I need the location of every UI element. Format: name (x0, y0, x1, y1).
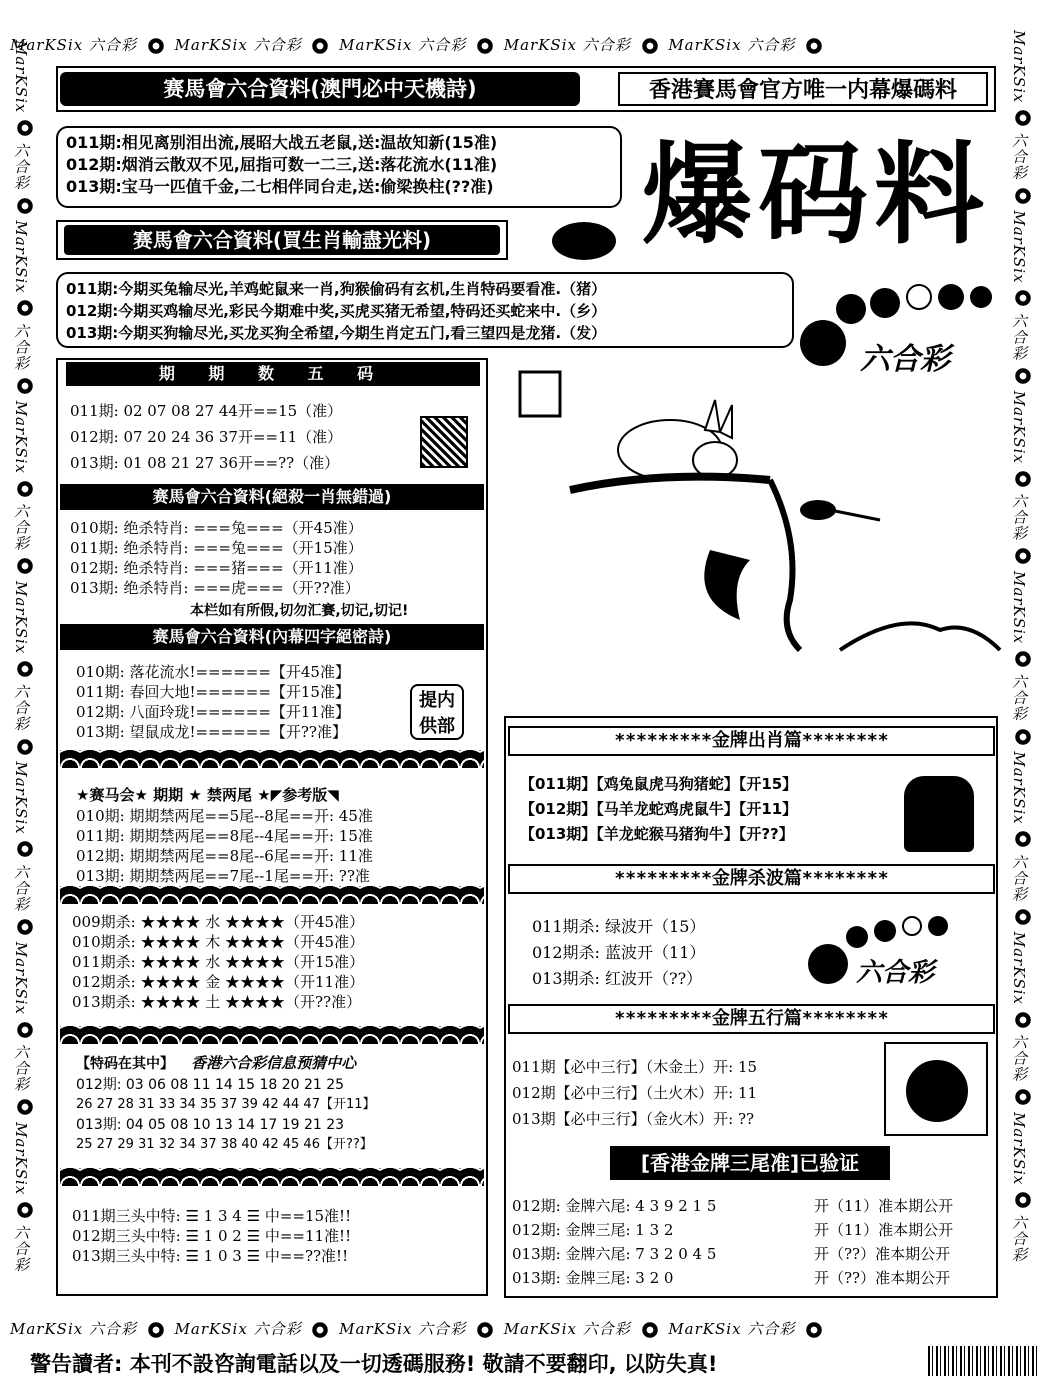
cn-text: 六合彩 (1010, 313, 1028, 362)
cn-text: 六合彩 (582, 1320, 631, 1338)
flower-icon (147, 37, 165, 55)
ball-icon (938, 284, 964, 310)
special-center: 香港六合彩信息预猜中心 (191, 1054, 357, 1072)
cn-text: 六合彩 (12, 1044, 30, 1093)
shengxiao-banner-box (56, 220, 508, 260)
kill-line: 010期: 绝杀特肖: ===兔===（开45准） (70, 519, 363, 537)
gold-zodiac-section (520, 772, 880, 847)
five-line: 013期: 01 08 21 27 36开==??（准） (70, 454, 340, 472)
flower-icon (16, 197, 34, 215)
gold-wave-bar-text: *********金牌杀波篇******** (614, 868, 889, 889)
gold-tail-result: 开（??）准本期公开 (814, 1269, 951, 1287)
cn-text: 六合彩 (1010, 1034, 1028, 1083)
gold-tail-line: 013期: 金牌六尾: 7 3 2 0 4 5 (512, 1245, 717, 1263)
special-line: 26 27 28 31 33 34 35 37 39 42 44 47【开11】 (76, 1097, 376, 1112)
poem-box (56, 126, 622, 208)
flower-icon (16, 119, 34, 137)
cn-text: 六合彩 (253, 1320, 302, 1338)
ball-icon (874, 920, 896, 942)
flower-icon (147, 1321, 165, 1339)
ball-icon (846, 926, 868, 948)
brand-text: MarKSix (1010, 1112, 1028, 1186)
poem-line: 012期:烟消云散双不见,屈指可数一二三,送:落花流水(11准) (66, 155, 498, 174)
bauhinia-seal-icon (906, 1060, 968, 1122)
cn-text: 六合彩 (12, 683, 30, 732)
four-line: 013期: 望鼠成龙!======【开??准】 (76, 723, 347, 741)
gold-tail-line: 012期: 金牌六尾: 4 3 9 2 1 5 (512, 1197, 717, 1215)
top-border-strip (10, 34, 1040, 56)
five-line: 011期: 02 07 08 27 44开==15（准） (70, 402, 343, 420)
kill-line: 012期: 绝杀特肖: ===猪===（开11准） (70, 559, 363, 577)
right-border-strip (1012, 30, 1036, 1320)
heads-line: 013期三头中特: ☰ 1 0 3 ☰ 中==??准!! (72, 1247, 349, 1265)
cn-text: 六合彩 (89, 1320, 138, 1338)
cn-text: 六合彩 (582, 36, 631, 54)
four-section (76, 662, 406, 742)
gold-zodiac-line: 【013期】【羊龙蛇猴马猪狗牛】【开??】 (520, 825, 794, 843)
top-banner-row (56, 66, 996, 112)
poem-line: 011期:相见离别泪出流,展昭大战五老鼠,送:温故知新(15准) (66, 133, 498, 152)
shengxiao-line: 012期:今期买鸡输尽光,彩民今期难中奖,买虎买猪无希望,特码还买蛇来中.（乡） (66, 302, 607, 320)
cn-text: 六合彩 (12, 503, 30, 552)
shengxiao-line: 011期:今期买兔输尽光,羊鸡蛇鼠来一肖,狗猴偷码有玄机,生肖特码要看准.（猪） (66, 280, 607, 298)
special-line: 012期: 03 06 08 11 14 15 18 20 21 25 (76, 1077, 345, 1093)
gold-element-line: 011期【必中三行】（木金土）开: 15 (512, 1058, 758, 1076)
cn-text: 六合彩 (418, 36, 467, 54)
kill-line: 011期: 绝杀特肖: ===兔===（开15准） (70, 539, 363, 557)
gold-tail-line: 012期: 金牌三尾: 1 3 2 (512, 1221, 674, 1239)
wavy-divider (60, 1026, 484, 1044)
flower-icon (16, 660, 34, 678)
flower-icon (476, 37, 494, 55)
kill-line: 013期: 绝杀特肖: ===虎===（开??准） (70, 579, 360, 597)
flower-icon (1014, 470, 1032, 488)
brand-text: MarKSix (1010, 390, 1028, 464)
brand-text: MarKSix (12, 941, 30, 1015)
shengxiao-line: 013期:今期买狗输尽光,买龙买狗全希望,今期生肖定五门,看三望四是龙猪.（发） (66, 324, 607, 342)
brand-text: MarKSix (1010, 931, 1028, 1005)
bottom-border-strip (10, 1318, 1040, 1340)
gold-tail-result: 开（11）准本期公开 (814, 1221, 954, 1239)
gold-element-bar-text: *********金牌五行篇******** (614, 1008, 889, 1029)
special-section (76, 1052, 486, 1155)
cn-text: 六合彩 (12, 864, 30, 913)
gold-wave-line: 012期杀: 蓝波开（11） (532, 943, 706, 962)
cn-text: 六合彩 (418, 1320, 467, 1338)
flower-icon (1014, 547, 1032, 565)
gold-zodiac-line: 【012期】【马羊龙蛇鸡虎鼠牛】【开11】 (520, 800, 798, 818)
brand-text: MarKSix (10, 1320, 84, 1338)
ball-icon (906, 284, 932, 310)
kill-header: 赛馬會六合資料(絕殺一肖無錯過) (60, 484, 484, 510)
gold-tail-result: 开（11）准本期公开 (814, 1197, 954, 1215)
flower-icon (805, 37, 823, 55)
liuhecai-logo-text: 六合彩 (860, 342, 950, 377)
heads-line: 012期三头中特: ☰ 1 0 2 ☰ 中==11准!! (72, 1227, 352, 1245)
gold-tail-bar (610, 1146, 890, 1180)
four-line: 011期: 春回大地!======【开15准】 (76, 683, 350, 701)
ball-icon (928, 916, 948, 936)
hk-emblem (884, 1042, 988, 1136)
cn-text: 六合彩 (12, 1224, 30, 1273)
flower-icon (1014, 1011, 1032, 1029)
tail-line: 012期: 期期禁两尾==8尾--6尾==开: 11准 (76, 847, 373, 865)
ball-icon (902, 916, 922, 936)
brand-text: MarKSix (12, 1122, 30, 1196)
gold-element-line: 012期【必中三行】（土火木）开: 11 (512, 1084, 758, 1102)
big-title: 爆码料 (642, 130, 990, 259)
shengxiao-banner: 赛馬會六合資料(買生肖輸盡光料) (64, 225, 500, 255)
flower-icon (311, 37, 329, 55)
cn-text: 六合彩 (12, 323, 30, 372)
flower-icon (16, 1098, 34, 1116)
cn-text: 六合彩 (1010, 673, 1028, 722)
gold-wave-bar (508, 864, 995, 894)
four-line: 010期: 落花流水!======【开45准】 (76, 663, 350, 681)
shengxiao-box (56, 272, 794, 348)
figure-icon (904, 776, 974, 852)
brand-text: MarKSix (174, 36, 248, 54)
flower-icon (16, 480, 34, 498)
brand-text: MarKSix (1010, 210, 1028, 284)
cn-text: 六合彩 (1010, 132, 1028, 181)
tail-line: 013期: 期期禁两尾==7尾--1尾==开: ??准 (76, 867, 370, 885)
brand-text: MarKSix (668, 1320, 742, 1338)
stars-line: 009期杀: ★★★★ 水 ★★★★（开45准） (72, 913, 365, 931)
wavy-divider (60, 886, 484, 904)
gold-zodiac-line: 【011期】【鸡兔鼠虎马狗猪蛇】【开15】 (520, 775, 798, 793)
barcode-icon (928, 1346, 1040, 1376)
stars-line: 013期杀: ★★★★ 土 ★★★★（开??准） (72, 993, 362, 1011)
fish-logo (552, 222, 616, 260)
rabbit-bird-illustration (500, 360, 1000, 700)
flower-icon (1014, 830, 1032, 848)
kill-section (70, 518, 470, 598)
gold-element-line: 013期【必中三行】（金火木）开: ?? (512, 1110, 755, 1128)
gold-wave-line: 011期杀: 绿波开（15） (532, 917, 706, 936)
ball-icon (808, 944, 848, 984)
flower-icon (16, 1201, 34, 1219)
flower-icon (1014, 289, 1032, 307)
flower-icon (1014, 109, 1032, 127)
flower-icon (476, 1321, 494, 1339)
flower-icon (1014, 728, 1032, 746)
stars-line: 010期杀: ★★★★ 木 ★★★★（开45准） (72, 933, 365, 951)
left-banner: 赛馬會六合資料(澳門必中天機詩) (60, 72, 580, 106)
flower-icon (1014, 650, 1032, 668)
tail-section (76, 784, 476, 886)
flower-icon (1014, 187, 1032, 205)
flower-icon (1014, 367, 1032, 385)
five-header: 期 期 数 五 码 (66, 362, 480, 386)
wavy-divider (60, 1168, 484, 1186)
gold-tail-result: 开（??）准本期公开 (814, 1245, 951, 1263)
ball-icon (870, 288, 900, 318)
four-line: 012期: 八面玲珑!======【开11准】 (76, 703, 350, 721)
four-header: 赛馬會六合資料(內幕四字絕密詩) (60, 624, 484, 650)
flower-icon (1014, 908, 1032, 926)
gold-tail-results (814, 1194, 994, 1290)
gold-tail-line: 013期: 金牌三尾: 3 2 0 (512, 1269, 674, 1287)
gold-tail-section (512, 1194, 812, 1290)
cn-text: 六合彩 (1010, 1214, 1028, 1263)
brand-text: MarKSix (12, 581, 30, 655)
left-border-strip (14, 40, 38, 1320)
heads-line: 011期三头中特: ☰ 1 3 4 ☰ 中==15准!! (72, 1207, 352, 1225)
gold-zodiac-bar (508, 726, 995, 756)
brand-text: MarKSix (503, 36, 577, 54)
flower-icon (16, 557, 34, 575)
brand-text: MarKSix (12, 40, 30, 114)
gold-wave-section (532, 914, 792, 992)
flower-icon (16, 738, 34, 756)
flower-icon (1014, 1191, 1032, 1209)
flower-icon (16, 918, 34, 936)
stars-line: 011期杀: ★★★★ 水 ★★★★（开15准） (72, 953, 365, 971)
gold-wave-line: 013期杀: 红波开（??） (532, 969, 703, 988)
flower-icon (16, 1021, 34, 1039)
brand-text: MarKSix (339, 36, 413, 54)
footer-warning: 警告讀者: 本刊不設咨詢電話以及一切透碼服務! 敬請不要翻印, 以防失真! (30, 1352, 718, 1376)
flower-icon (16, 377, 34, 395)
cn-text: 六合彩 (89, 36, 138, 54)
flower-icon (641, 37, 659, 55)
four-stamp: 提内供部 (410, 684, 464, 740)
gold-zodiac-bar-text: *********金牌出肖篇******** (614, 730, 889, 751)
stars-line: 012期杀: ★★★★ 金 ★★★★（开11准） (72, 973, 365, 991)
tail-header: ★赛马会★ 期期 ★ 禁两尾 ★◤参考版◥ (76, 786, 339, 804)
wavy-divider (60, 750, 484, 768)
liuhecai-logo-text: 六合彩 (856, 958, 935, 988)
flower-icon (1014, 1088, 1032, 1106)
flower-icon (805, 1321, 823, 1339)
cn-text: 六合彩 (1010, 854, 1028, 903)
special-label: 【特码在其中】 (76, 1056, 174, 1072)
brand-text: MarKSix (12, 220, 30, 294)
cn-text: 六合彩 (747, 36, 796, 54)
flower-icon (311, 1321, 329, 1339)
stars-section (72, 912, 472, 1012)
cn-text: 六合彩 (12, 142, 30, 191)
cn-text: 六合彩 (747, 1320, 796, 1338)
brand-text: MarKSix (10, 36, 84, 54)
gold-element-section (512, 1054, 872, 1132)
heads-section (72, 1206, 472, 1266)
tail-line: 011期: 期期禁两尾==8尾--4尾==开: 15准 (76, 827, 373, 845)
tail-line: 010期: 期期禁两尾==5尾--8尾==开: 45准 (76, 807, 373, 825)
brand-text: MarKSix (339, 1320, 413, 1338)
brand-text: MarKSix (503, 1320, 577, 1338)
special-line: 013期: 04 05 08 10 13 14 17 19 21 23 (76, 1117, 345, 1133)
ball-icon (836, 294, 866, 324)
poem-line: 013期:宝马一匹值千金,二七相伴同台走,送:偷梁换柱(??准) (66, 177, 494, 196)
brand-text: MarKSix (1010, 751, 1028, 825)
flower-icon (16, 299, 34, 317)
kill-note: 本栏如有所假,切勿汇賽,切记,切记! (190, 603, 409, 619)
flower-icon (16, 840, 34, 858)
five-line: 012期: 07 20 24 36 37开==11（准） (70, 428, 343, 446)
cn-text: 六合彩 (253, 36, 302, 54)
gold-element-bar (508, 1004, 995, 1034)
brand-text: MarKSix (174, 1320, 248, 1338)
special-line: 25 27 29 31 32 34 37 38 40 42 45 46【开??】 (76, 1137, 373, 1152)
gold-tail-bar-text: [香港金牌三尾准]已验证 (640, 1151, 860, 1175)
brand-text: MarKSix (668, 36, 742, 54)
brand-text: MarKSix (1010, 571, 1028, 645)
treasure-icon (420, 416, 468, 468)
flower-icon (641, 1321, 659, 1339)
cn-text: 六合彩 (1010, 493, 1028, 542)
illustration (500, 360, 1000, 700)
five-section (70, 398, 410, 476)
right-banner: 香港賽馬會官方唯一内幕爆碼料 (618, 72, 988, 106)
brand-text: MarKSix (1010, 30, 1028, 104)
brand-text: MarKSix (12, 761, 30, 835)
ball-icon (970, 286, 992, 308)
brand-text: MarKSix (12, 400, 30, 474)
